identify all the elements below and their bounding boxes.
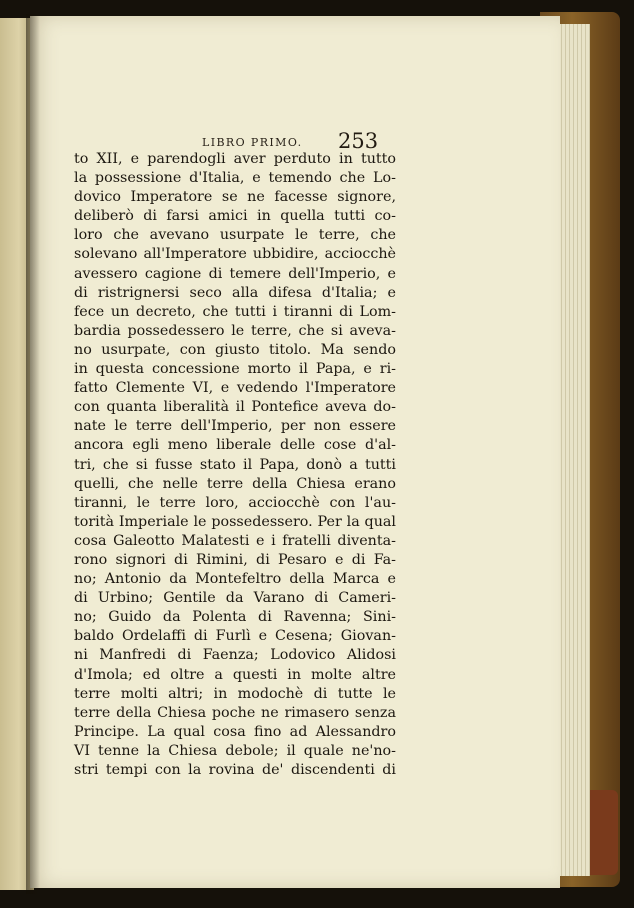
book-page — [30, 16, 560, 888]
text-line: no; Antonio da Montefeltro della Marca e — [74, 571, 396, 588]
text-line: avessero cagione di temere dell'Imperio, e — [74, 265, 396, 282]
text-line: di Urbino; Gentile da Varano di Cameri- — [74, 590, 396, 607]
text-line: stri tempi con la rovina de' discendenti di — [74, 762, 396, 778]
text-line: fatto Clemente VI, e vedendo l'Imperatore — [74, 380, 396, 397]
text-line: bardia possedessero le terre, che si aveva- — [74, 322, 396, 339]
text-line: ancora egli meno liberale delle cose d'al- — [74, 437, 396, 454]
text-line: to XII, e parendogli aver perduto in tutto — [74, 151, 396, 167]
text-line: d'Imola; ed oltre a questi in molte altre — [74, 666, 396, 683]
text-line: tiranni, le terre loro, acciocchè con l'au- — [74, 494, 396, 511]
text-line: Principe. La qual cosa fino ad Alessandro — [74, 723, 396, 740]
text-line: solevano all'Imperatore ubbidire, acciocchè — [74, 246, 396, 263]
text-line: quelli, che nelle terre della Chiesa erano — [74, 475, 396, 492]
body-text — [74, 150, 396, 780]
cover-corner — [590, 790, 618, 875]
text-line: torità Imperiale le possedessero. Per la qual — [74, 513, 396, 530]
text-line: in questa concessione morto il Papa, e ri- — [74, 361, 396, 378]
text-line: la possessione d'Italia, e temendo che Lo- — [74, 170, 396, 187]
text-line: nate le terre dell'Imperio, per non essere — [74, 418, 396, 435]
text-line: rono signori di Rimini, di Pesaro e di Fa- — [74, 551, 396, 568]
text-line: fece un decreto, che tutti i tiranni di Lom- — [74, 303, 396, 320]
text-line: VI tenne la Chiesa debole; il quale ne'no- — [74, 742, 396, 759]
text-line: deliberò di farsi amici in quella tutti co- — [74, 208, 396, 225]
text-line: loro che avevano usurpate le terre, che — [74, 227, 396, 244]
text-line: no usurpate, con giusto titolo. Ma sendo — [74, 341, 396, 358]
text-line: tri, che si fusse stato il Papa, donò a tutti — [74, 456, 396, 473]
text-line: con quanta liberalità il Pontefice aveva do- — [74, 399, 396, 416]
text-line: cosa Galeotto Malatesti e i fratelli diventa- — [74, 532, 396, 549]
text-line: di ristrignersi seco alla difesa d'Italia; e — [74, 284, 396, 301]
text-line: baldo Ordelaffi di Furlì e Cesena; Giovan- — [74, 628, 396, 645]
running-title: LIBRO PRIMO. — [202, 136, 303, 149]
text-line: terre molti altri; in modochè di tutte le — [74, 685, 396, 702]
page-number: 253 — [338, 129, 379, 153]
text-line: ni Manfredi di Faenza; Lodovico Alidosi — [74, 647, 396, 664]
text-line: dovico Imperatore se ne facesse signore, — [74, 189, 396, 206]
gutter-shadow — [26, 14, 40, 894]
text-line: terre della Chiesa poche ne rimasero senza — [74, 704, 396, 721]
text-line: no; Guido da Polenta di Ravenna; Sini- — [74, 609, 396, 626]
